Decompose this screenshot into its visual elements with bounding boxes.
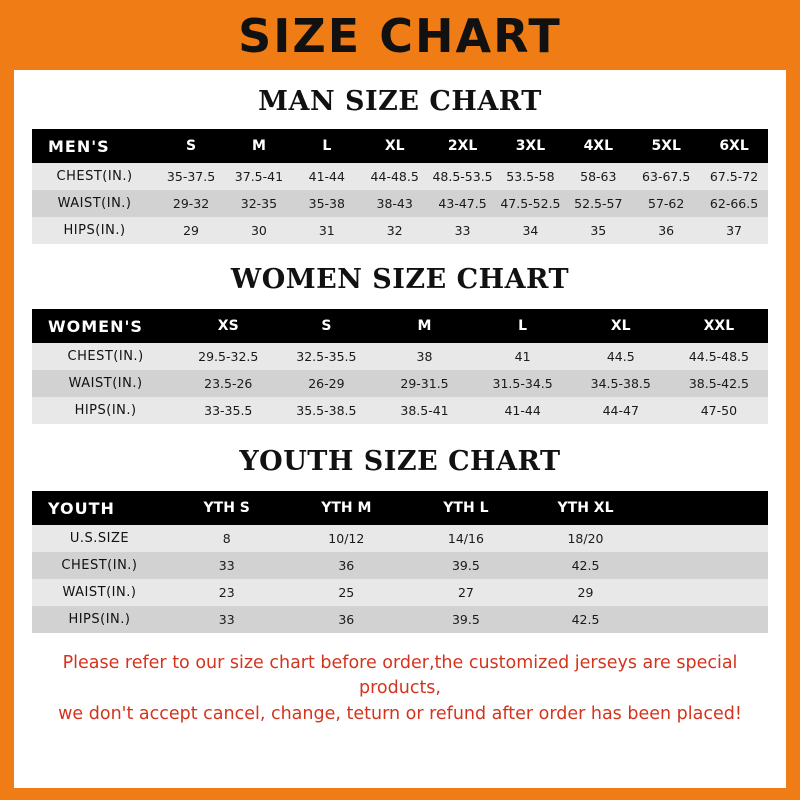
men-col-header: 4XL (564, 129, 632, 163)
youth-cell: 23 (167, 579, 287, 606)
women-col-header: S (277, 309, 375, 343)
youth-cell-spacer (645, 579, 768, 606)
banner-title: SIZE CHART (238, 9, 562, 63)
banner (0, 0, 800, 70)
women-cell: 41-44 (474, 397, 572, 424)
men-cell: 67.5-72 (700, 163, 768, 190)
men-cell: 57-62 (632, 190, 700, 217)
women-table-head (32, 309, 768, 343)
youth-cell: 42.5 (526, 606, 646, 633)
men-table-head (32, 129, 768, 163)
men-row-label: HIPS(IN.) (32, 217, 157, 244)
youth-row-label: CHEST(IN.) (32, 552, 167, 579)
men-section-title: MAN SIZE CHART (258, 86, 542, 117)
youth-cell: 29 (526, 579, 646, 606)
men-cell: 29-32 (157, 190, 225, 217)
table-row (32, 217, 768, 244)
men-col-header: M (225, 129, 293, 163)
men-cell: 30 (225, 217, 293, 244)
men-cell: 37 (700, 217, 768, 244)
women-cell: 26-29 (277, 370, 375, 397)
men-size-table (32, 129, 768, 244)
women-cell: 23.5-26 (179, 370, 277, 397)
women-cell: 29.5-32.5 (179, 343, 277, 370)
bottom-accent-bar (0, 788, 800, 800)
youth-cell: 33 (167, 552, 287, 579)
men-col-header: 2XL (429, 129, 497, 163)
table-row (32, 370, 768, 397)
men-cell: 44-48.5 (361, 163, 429, 190)
women-cell: 35.5-38.5 (277, 397, 375, 424)
men-corner-header: MEN'S (32, 129, 157, 163)
men-col-header: 3XL (496, 129, 564, 163)
youth-corner-header: YOUTH (32, 491, 167, 525)
men-cell: 58-63 (564, 163, 632, 190)
youth-cell: 39.5 (406, 552, 526, 579)
women-cell: 44.5 (572, 343, 670, 370)
youth-size-table (32, 491, 768, 633)
youth-cell: 27 (406, 579, 526, 606)
men-col-header: S (157, 129, 225, 163)
men-cell: 36 (632, 217, 700, 244)
women-corner-header: WOMEN'S (32, 309, 179, 343)
women-cell: 32.5-35.5 (277, 343, 375, 370)
men-col-header: L (293, 129, 361, 163)
women-cell: 34.5-38.5 (572, 370, 670, 397)
women-cell: 29-31.5 (375, 370, 473, 397)
youth-col-header: YTH S (167, 491, 287, 525)
men-header-row (32, 129, 768, 163)
women-col-header: XS (179, 309, 277, 343)
table-row (32, 606, 768, 633)
men-cell: 35 (564, 217, 632, 244)
men-col-header: 6XL (700, 129, 768, 163)
men-cell: 47.5-52.5 (496, 190, 564, 217)
table-row (32, 525, 768, 552)
youth-cell: 8 (167, 525, 287, 552)
men-cell: 37.5-41 (225, 163, 293, 190)
youth-cell: 10/12 (287, 525, 407, 552)
women-row-label: HIPS(IN.) (32, 397, 179, 424)
men-row-label: WAIST(IN.) (32, 190, 157, 217)
men-cell: 29 (157, 217, 225, 244)
table-row (32, 190, 768, 217)
youth-cell: 33 (167, 606, 287, 633)
men-row-label: CHEST(IN.) (32, 163, 157, 190)
women-section-title: WOMEN SIZE CHART (230, 264, 570, 295)
youth-row-label: HIPS(IN.) (32, 606, 167, 633)
men-cell: 41-44 (293, 163, 361, 190)
women-cell: 38 (375, 343, 473, 370)
women-cell: 31.5-34.5 (474, 370, 572, 397)
youth-header-row (32, 491, 768, 525)
women-cell: 38.5-42.5 (670, 370, 768, 397)
men-cell: 33 (429, 217, 497, 244)
youth-row-label: U.S.SIZE (32, 525, 167, 552)
youth-cell: 18/20 (526, 525, 646, 552)
women-table-body (32, 343, 768, 424)
women-cell: 33-35.5 (179, 397, 277, 424)
women-cell: 47-50 (670, 397, 768, 424)
youth-header-spacer (645, 491, 768, 525)
table-row (32, 163, 768, 190)
youth-cell-spacer (645, 606, 768, 633)
men-col-header: XL (361, 129, 429, 163)
women-cell: 44.5-48.5 (670, 343, 768, 370)
women-col-header: M (375, 309, 473, 343)
men-cell: 32-35 (225, 190, 293, 217)
men-cell: 62-66.5 (700, 190, 768, 217)
men-cell: 34 (496, 217, 564, 244)
table-row (32, 343, 768, 370)
men-cell: 48.5-53.5 (429, 163, 497, 190)
men-cell: 52.5-57 (564, 190, 632, 217)
youth-cell: 42.5 (526, 552, 646, 579)
youth-table-head (32, 491, 768, 525)
youth-cell: 25 (287, 579, 407, 606)
women-row-label: WAIST(IN.) (32, 370, 179, 397)
youth-col-header: YTH M (287, 491, 407, 525)
youth-table-body (32, 525, 768, 633)
men-col-header: 5XL (632, 129, 700, 163)
men-cell: 35-37.5 (157, 163, 225, 190)
youth-cell: 14/16 (406, 525, 526, 552)
women-cell: 38.5-41 (375, 397, 473, 424)
men-table-body (32, 163, 768, 244)
youth-cell: 39.5 (406, 606, 526, 633)
women-row-label: CHEST(IN.) (32, 343, 179, 370)
women-cell: 41 (474, 343, 572, 370)
women-col-header: XL (572, 309, 670, 343)
men-cell: 43-47.5 (429, 190, 497, 217)
men-cell: 63-67.5 (632, 163, 700, 190)
notice-line-2: we don't accept cancel, change, teturn or refund after order has been placed! (58, 703, 742, 724)
men-cell: 53.5-58 (496, 163, 564, 190)
table-row (32, 397, 768, 424)
content (14, 86, 786, 727)
youth-row-label: WAIST(IN.) (32, 579, 167, 606)
women-cell: 44-47 (572, 397, 670, 424)
youth-section-title: YOUTH SIZE CHART (239, 446, 561, 477)
youth-cell: 36 (287, 552, 407, 579)
men-cell: 32 (361, 217, 429, 244)
women-col-header: L (474, 309, 572, 343)
table-row (32, 552, 768, 579)
notice-text (38, 651, 762, 727)
men-cell: 38-43 (361, 190, 429, 217)
women-size-table (32, 309, 768, 424)
table-row (32, 579, 768, 606)
youth-cell-spacer (645, 525, 768, 552)
men-cell: 35-38 (293, 190, 361, 217)
women-col-header: XXL (670, 309, 768, 343)
women-header-row (32, 309, 768, 343)
youth-cell: 36 (287, 606, 407, 633)
notice-line-1: Please refer to our size chart before order,the customized jerseys are special products, (62, 653, 738, 699)
men-cell: 31 (293, 217, 361, 244)
youth-cell-spacer (645, 552, 768, 579)
youth-col-header: YTH L (406, 491, 526, 525)
youth-col-header: YTH XL (526, 491, 646, 525)
